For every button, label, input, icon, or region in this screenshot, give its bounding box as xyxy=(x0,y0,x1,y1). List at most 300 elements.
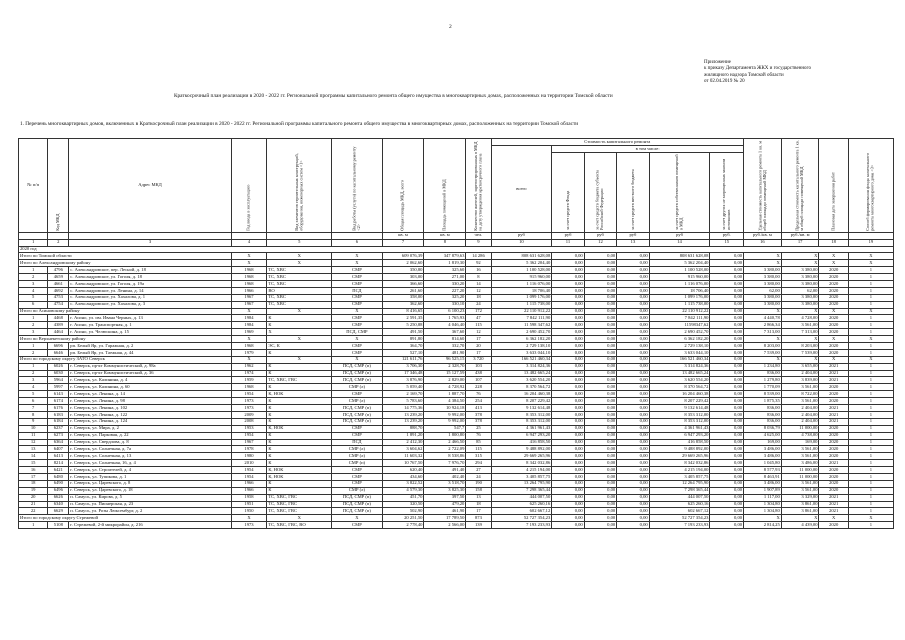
table-cell: 0,00 xyxy=(710,377,744,384)
table-cell: 18 xyxy=(466,294,491,301)
table-cell: 8 416,65 xyxy=(382,308,424,315)
table-cell: X xyxy=(267,260,332,267)
table-cell: К xyxy=(267,322,332,329)
table-cell: 0,00 xyxy=(552,460,584,467)
table-cell: 3 xyxy=(19,329,48,336)
table-cell: 228 xyxy=(466,384,491,391)
table-cell: 0,00 xyxy=(552,349,584,356)
subtotal-row xyxy=(19,253,894,260)
table-cell: 416 858,50 xyxy=(491,439,552,446)
table-cell: 0,00 xyxy=(710,281,744,288)
table-cell: 166 521 460,34 xyxy=(491,356,552,363)
table-cell: 444 007,50 xyxy=(649,494,710,501)
table-cell: 0,00 xyxy=(584,467,616,474)
table-cell: 8 342 032,86 xyxy=(649,460,710,467)
table-cell: г. Северск, ул. Царевского, д. 8 xyxy=(69,480,231,487)
table-cell: 2020 xyxy=(819,432,848,439)
table-cell: 1 xyxy=(848,411,893,418)
units-row xyxy=(19,232,894,239)
table-cell: 8 203,00 xyxy=(744,343,782,350)
table-cell: 9 488 892,00 xyxy=(649,446,710,453)
table-cell: 2020 xyxy=(819,391,848,398)
table-cell: 0,00 xyxy=(584,377,616,384)
table-cell: ПСД xyxy=(332,439,382,446)
section-subtitle: 1. Перечень многоквартирных домов, включенных в Краткосрочный план реализации в 2020 - 2022 гг. Региональной программы капитального ремонта общего имущества в многоквартирных домах, расположенных на территории Томской области xyxy=(20,121,579,127)
table-cell: X xyxy=(231,515,267,522)
table-cell: 1 xyxy=(848,294,893,301)
table-cell: 325,60 xyxy=(424,267,466,274)
table-cell: 7 842 111,90 xyxy=(491,315,552,322)
table-cell: 0,00 xyxy=(552,315,584,322)
table-body xyxy=(19,246,894,529)
table-cell: 1 xyxy=(848,322,893,329)
table-cell: К, НОК xyxy=(267,391,332,398)
table-cell: 2020 xyxy=(819,480,848,487)
table-cell: К xyxy=(267,363,332,370)
table-cell: 0,00 xyxy=(584,446,616,453)
table-cell: г. Северск, ул. Ленина, д. 122 xyxy=(69,411,231,418)
table-cell: 7 xyxy=(19,405,48,412)
table-cell: 11 000,00 xyxy=(781,425,819,432)
table-cell: 9 132 614,48 xyxy=(649,405,710,412)
table-cell: 6480 xyxy=(48,473,69,480)
table-cell: 808 631 628,08 xyxy=(491,253,552,260)
table-cell: 0,00 xyxy=(617,384,649,391)
table-cell: ТС, ХВС xyxy=(267,301,332,308)
table-cell: 2 729 138,10 xyxy=(491,343,552,350)
table-cell: 0,00 xyxy=(552,398,584,405)
header-cell: Код МКД xyxy=(48,139,69,233)
table-cell: 1 xyxy=(19,315,48,322)
subtotal-row xyxy=(19,260,894,267)
table-cell: 7 298 365,44 xyxy=(649,487,710,494)
table-cell: 7 976,70 xyxy=(424,460,466,467)
table-cell: с. Александровское, пер. Лесной, д. 18 xyxy=(69,267,231,274)
table-cell: 1 279,80 xyxy=(744,377,782,384)
table-row xyxy=(19,267,894,274)
table-cell: СМР xyxy=(332,432,382,439)
table-cell: 2020 xyxy=(819,315,848,322)
table-cell: 4 384,50 xyxy=(424,398,466,405)
table-cell: 0,00 xyxy=(710,384,744,391)
table-cell: X xyxy=(332,253,382,260)
table-cell: 1 xyxy=(848,267,893,274)
table-cell: X xyxy=(332,336,382,343)
table-cell: 0,00 xyxy=(617,405,649,412)
table-cell: 16 xyxy=(466,267,491,274)
table-cell: 18 xyxy=(19,480,48,487)
header-cell: за счет других не запрещенных законом источников xyxy=(710,152,744,232)
table-cell: 0,00 xyxy=(584,329,616,336)
table-cell: 3 706,30 xyxy=(382,363,424,370)
table-cell: 1 xyxy=(848,453,893,460)
table-cell: 0,00 xyxy=(617,480,649,487)
table-cell: 1 xyxy=(19,343,48,350)
table-cell: 2020 xyxy=(819,453,848,460)
table-cell: г. Северск, ул. Калинина, д. 60 xyxy=(69,384,231,391)
table-cell: 24 xyxy=(466,473,491,480)
table-cell: 0,00 xyxy=(584,480,616,487)
table-row xyxy=(19,301,894,308)
table-cell: г. Северск, ул. Царевского, д. 18 xyxy=(69,487,231,494)
table-cell: 0,00 xyxy=(710,515,744,522)
table-cell: 169,00 xyxy=(781,439,819,446)
table-cell: 1 xyxy=(848,508,893,515)
table-cell: 0,00 xyxy=(552,494,584,501)
subtotal-label: Итого по Асиновскому району xyxy=(19,308,232,315)
table-cell: 0,00 xyxy=(584,515,616,522)
table-cell: 479,20 xyxy=(424,501,466,508)
table-cell: 6413 xyxy=(48,453,69,460)
table-cell: 6 947 293,20 xyxy=(649,432,710,439)
table-cell: 0,00 xyxy=(617,329,649,336)
table-cell: ТС, ХВС xyxy=(267,281,332,288)
table-cell: 20 xyxy=(466,343,491,350)
table-cell: 0,00 xyxy=(552,322,584,329)
table-cell: 13 482 665,24 xyxy=(491,370,552,377)
table-cell: 9 992,00 xyxy=(424,411,466,418)
table-cell: 6496 xyxy=(48,487,69,494)
table-cell: 1 304,80 xyxy=(744,501,782,508)
unit-cell: руб xyxy=(617,232,649,239)
table-cell: 0,00 xyxy=(584,253,616,260)
table-cell: 2020 xyxy=(819,446,848,453)
table-cell: 891,80 xyxy=(382,336,424,343)
table-cell: К xyxy=(267,405,332,412)
table-cell: X xyxy=(332,308,382,315)
header-cell: Вид работы (услуги) по капитальному ремонту <2> xyxy=(332,139,382,233)
table-cell: 6 362 182,20 xyxy=(649,336,710,343)
table-cell: 367,60 xyxy=(424,329,466,336)
table-cell: 1 100 528,00 xyxy=(649,267,710,274)
table-cell: 0,00 xyxy=(710,501,744,508)
table-cell: 0,00 xyxy=(584,336,616,343)
table-cell: 0,00 xyxy=(617,308,649,315)
table-cell: 24 xyxy=(466,301,491,308)
table-cell: 6174 xyxy=(48,398,69,405)
table-cell: СМР xyxy=(332,274,382,281)
table-cell: 8 342 032,86 xyxy=(491,460,552,467)
table-cell: 0,00 xyxy=(584,281,616,288)
table-cell: 9 132 614,48 xyxy=(491,405,552,412)
header-cell: № п/п xyxy=(19,139,48,233)
table-cell: ТС, ХВС, ГВС xyxy=(267,494,332,501)
table-cell: 7 193 233,93 xyxy=(649,522,710,529)
approval-block xyxy=(704,60,899,86)
table-cell: X xyxy=(848,356,893,363)
table-cell: 1 xyxy=(848,281,893,288)
table-cell: 1968 xyxy=(231,274,267,281)
table-cell: 491,40 xyxy=(424,467,466,474)
header-cell: Количество жителей, зарегистрированных в МКД на дату утверждения краткосрочного плана xyxy=(466,139,491,233)
table-cell: К xyxy=(267,487,332,494)
table-cell: 0,00 xyxy=(710,467,744,474)
table-cell: 2 829,00 xyxy=(424,377,466,384)
unit-cell xyxy=(848,232,893,239)
table-cell: 17 xyxy=(466,336,491,343)
table-cell: 2021 xyxy=(819,405,848,412)
table-cell: 1 xyxy=(848,522,893,529)
table-cell: К xyxy=(267,384,332,391)
table-cell: 0,00 xyxy=(617,494,649,501)
table-cell: 6 xyxy=(19,398,48,405)
table-cell: 0,00 xyxy=(710,267,744,274)
table-cell: X xyxy=(231,356,267,363)
header-cell: Вид элементов строительных конструкций, оборудования, инженерных систем <1> xyxy=(267,139,332,233)
table-cell: 0,00 xyxy=(617,425,649,432)
table-cell: X xyxy=(848,515,893,522)
subtotal-row xyxy=(19,356,894,363)
table-cell: ПСД, СМР (п) xyxy=(332,494,382,501)
column-number-cell: 10 xyxy=(491,239,552,246)
table-cell: ПСД, СМР (п) xyxy=(332,501,382,508)
table-cell: 0,00 xyxy=(710,287,744,294)
column-numbers-row xyxy=(19,239,894,246)
table-cell: X xyxy=(819,308,848,315)
table-cell: 227,20 xyxy=(424,287,466,294)
table-cell: г. Асино, ул. Транспортная, д. 1 xyxy=(69,322,231,329)
table-cell: 2 xyxy=(19,274,48,281)
table-cell: 0,00 xyxy=(552,370,584,377)
table-cell: 1 099 176,00 xyxy=(649,294,710,301)
table-cell: 1 xyxy=(848,301,893,308)
table-cell: 0,00 xyxy=(584,501,616,508)
table-cell: 1954 xyxy=(231,391,267,398)
year-label: 2020 год xyxy=(19,246,894,253)
table-cell: 1954 xyxy=(231,473,267,480)
table-cell: 8 207 229,42 xyxy=(649,398,710,405)
table-cell: 1959 xyxy=(231,377,267,384)
table-cell: 0,00 xyxy=(617,418,649,425)
year-row xyxy=(19,246,894,253)
table-cell: 3 561,00 xyxy=(781,487,819,494)
table-cell: 0,00 xyxy=(617,356,649,363)
table-cell: 2 062,60 xyxy=(382,260,424,267)
table-cell: 2020 xyxy=(819,281,848,288)
table-cell: 3 380,00 xyxy=(781,281,819,288)
unit-cell xyxy=(69,232,231,239)
table-cell: 0,00 xyxy=(552,391,584,398)
table-cell: с. Александровское, ул. Хахалова, д. 3 xyxy=(69,301,231,308)
subtotal-label: Итого по городскому округу Стрежевой xyxy=(19,515,232,522)
table-cell: 13 xyxy=(19,446,48,453)
table-cell: 315 xyxy=(466,453,491,460)
table-cell: 3 314 824,36 xyxy=(491,363,552,370)
column-number-cell: 12 xyxy=(584,239,616,246)
table-cell: X xyxy=(819,260,848,267)
table-cell: К xyxy=(267,418,332,425)
table-cell: 2021 xyxy=(819,460,848,467)
table-cell: 1 xyxy=(848,377,893,384)
table-cell: 13 482 665,24 xyxy=(649,370,710,377)
table-row xyxy=(19,294,894,301)
table-cell: 2020 xyxy=(819,398,848,405)
table-cell: ТС, ХВС xyxy=(267,294,332,301)
table-cell: 18 706,40 xyxy=(491,287,552,294)
table-cell: 0,00 xyxy=(710,274,744,281)
table-cell: 6490 xyxy=(48,480,69,487)
table-cell: 0,00 xyxy=(710,494,744,501)
table-row xyxy=(19,363,894,370)
table-cell: 3 561,00 xyxy=(781,480,819,487)
table-cell: 1 875,35 xyxy=(744,398,782,405)
table-cell: 0,00 xyxy=(584,274,616,281)
header-cell: Адрес МКД xyxy=(69,139,231,233)
table-cell: ТС, ХВС xyxy=(267,274,332,281)
table-cell: г. Северск, ул. Ленина, д. 102 xyxy=(69,405,231,412)
table-cell: 27 xyxy=(466,467,491,474)
table-cell: К xyxy=(267,439,332,446)
table-row xyxy=(19,494,894,501)
table-cell: 915 960,00 xyxy=(649,274,710,281)
table-cell: 0,00 xyxy=(584,267,616,274)
column-number-cell: 8 xyxy=(424,239,466,246)
table-cell: 1 xyxy=(848,425,893,432)
table-cell: 9 992,00 xyxy=(424,418,466,425)
table-cell: 7 193 233,93 xyxy=(491,522,552,529)
table-cell: 1969 xyxy=(231,329,267,336)
table-cell: 330,10 xyxy=(424,301,466,308)
table-cell: 547,7 xyxy=(424,425,466,432)
subtotal-label: Итого по Верхнекетскому району xyxy=(19,336,232,343)
table-cell: 444 007,50 xyxy=(491,494,552,501)
column-number-cell: 13 xyxy=(617,239,649,246)
table-row xyxy=(19,487,894,494)
table-cell: 2021 xyxy=(819,370,848,377)
table-cell: X xyxy=(267,356,332,363)
table-cell: 0,00 xyxy=(617,439,649,446)
table-cell: 0,00 xyxy=(617,432,649,439)
column-number-cell: 15 xyxy=(710,239,744,246)
table-cell: СМР (л) xyxy=(332,384,382,391)
table-cell: 0,00 xyxy=(584,260,616,267)
table-cell: 3 561,00 xyxy=(781,322,819,329)
table-cell: 358,00 xyxy=(382,294,424,301)
table-cell: 1973 xyxy=(231,522,267,529)
table-cell: 8 xyxy=(466,274,491,281)
table-cell: 6 947 293,20 xyxy=(491,432,552,439)
table-cell: СМР (л) xyxy=(332,398,382,405)
table-cell: 13 239,20 xyxy=(382,418,424,425)
table-cell: 22 110 912,22 xyxy=(491,308,552,315)
table-row xyxy=(19,453,894,460)
table-cell: 2020 xyxy=(819,384,848,391)
table-cell: 6183 xyxy=(48,411,69,418)
column-number-cell: 16 xyxy=(744,239,782,246)
table-cell: 1 116 076,00 xyxy=(649,281,710,288)
table-cell: 2 722,09 xyxy=(424,446,466,453)
table-cell: 17 xyxy=(19,473,48,480)
column-number-cell: 7 xyxy=(382,239,424,246)
table-cell: 2 404,00 xyxy=(781,418,819,425)
table-cell: 0,00 xyxy=(584,460,616,467)
document-title: Краткосрочный план реализации в 2020 - 2022 гг. Региональной программы капитального ремонта общего имущества в многоквартирных домах, расположенных на территории Томской области xyxy=(174,93,613,99)
table-cell: 1973 xyxy=(231,405,267,412)
header-cell: Способ формирования фонда капитального ремонта многоквартирного дома <3> xyxy=(848,139,893,233)
table-cell: 0,00 xyxy=(552,418,584,425)
table-row xyxy=(19,287,894,294)
table-cell: 1 115 738,00 xyxy=(491,301,552,308)
table-cell: СМР (л) xyxy=(332,453,382,460)
table-cell: 0,00 xyxy=(584,418,616,425)
table-cell: г. Северск, ул. Парковая, д. 22 xyxy=(69,432,231,439)
table-cell: 2020 xyxy=(819,294,848,301)
table-cell: 76 xyxy=(466,432,491,439)
table-cell: 620,40 xyxy=(382,467,424,474)
table-cell: 2020 xyxy=(819,287,848,294)
table-cell: 7 313,00 xyxy=(781,329,819,336)
table-cell: 1954 xyxy=(231,467,267,474)
table-cell: 2021 xyxy=(819,501,848,508)
table-cell: 3 633 044,10 xyxy=(649,349,710,356)
table-cell: 350,80 xyxy=(382,267,424,274)
table-cell: 0,00 xyxy=(710,487,744,494)
unit-cell: руб xyxy=(584,232,616,239)
table-row xyxy=(19,322,894,329)
table-cell: 378 xyxy=(466,418,491,425)
table-row xyxy=(19,425,894,432)
table-cell: 873 xyxy=(466,515,491,522)
table-cell: 1 xyxy=(848,418,893,425)
table-cell: 3 486,00 xyxy=(744,480,782,487)
table-row xyxy=(19,480,894,487)
table-cell: 332,70 xyxy=(424,343,466,350)
table-cell: 2020 xyxy=(819,425,848,432)
table-cell: 1 116 076,00 xyxy=(491,281,552,288)
table-cell: 3 518,70 xyxy=(424,480,466,487)
table-cell: 4 625,00 xyxy=(744,432,782,439)
table-cell: СМР (л) xyxy=(332,487,382,494)
table-cell: 1980 xyxy=(231,453,267,460)
table-cell: 76 xyxy=(466,391,491,398)
table-row xyxy=(19,274,894,281)
table-cell: 6340 xyxy=(48,501,69,508)
table-row xyxy=(19,405,894,412)
table-cell: 320,50 xyxy=(382,501,424,508)
table-cell: 2 814,25 xyxy=(744,522,782,529)
table-cell: 2 778,40 xyxy=(382,522,424,529)
table-cell: 4796 xyxy=(48,267,69,274)
subtotal-row xyxy=(19,308,894,315)
table-cell: 2021 xyxy=(819,363,848,370)
table-cell: 17 346,48 xyxy=(382,370,424,377)
table-cell: 261,60 xyxy=(382,287,424,294)
table-row xyxy=(19,446,894,453)
table-cell: 602 667,12 xyxy=(649,508,710,515)
table-cell: 2 866,34 xyxy=(744,322,782,329)
table-cell: ПСД, СМР (п) xyxy=(332,377,382,384)
table-cell: рп. Белый Яр, ул. Гаражная, д. 2 xyxy=(69,343,231,350)
table-cell: 434,60 xyxy=(382,473,424,480)
table-cell: X xyxy=(848,308,893,315)
table-cell: 1 xyxy=(19,363,48,370)
table-cell: 4 361 961,43 xyxy=(491,425,552,432)
table-cell: 397,50 xyxy=(424,494,466,501)
table-cell: 2020 xyxy=(819,301,848,308)
table-cell: 1 xyxy=(848,446,893,453)
table-cell: 1978 xyxy=(231,446,267,453)
table-cell: 2010 xyxy=(231,460,267,467)
table-cell: 0,00 xyxy=(584,384,616,391)
table-cell: 2 xyxy=(19,370,48,377)
table-cell: X xyxy=(848,253,893,260)
table-cell: 25 xyxy=(466,425,491,432)
table-cell: 3 561,00 xyxy=(781,384,819,391)
table-cell: 1967 xyxy=(231,294,267,301)
table-cell: К xyxy=(267,411,332,418)
table-cell: 0,00 xyxy=(552,260,584,267)
table-cell: 0,00 xyxy=(710,294,744,301)
